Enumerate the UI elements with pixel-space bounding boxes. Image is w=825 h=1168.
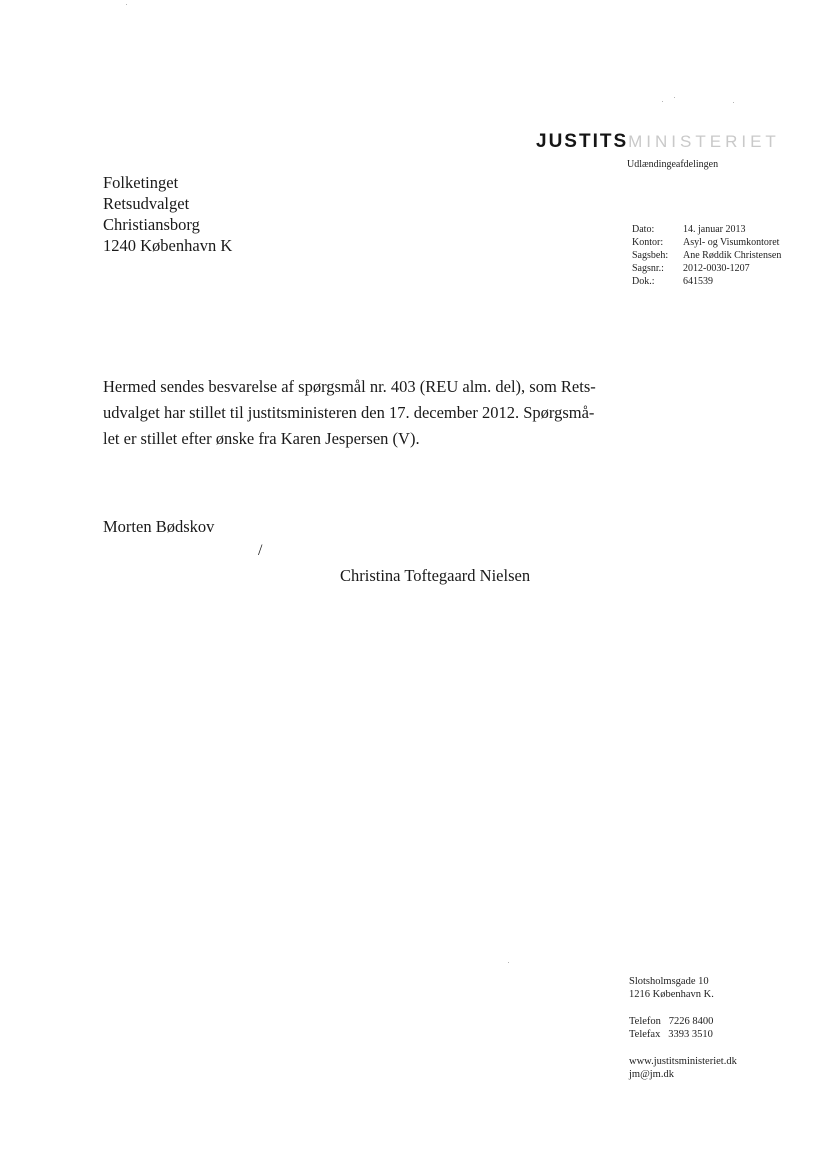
footer-address-line: Slotsholmsgade 10 — [629, 976, 709, 987]
signature-secondary: Christina Toftegaard Nielsen — [340, 566, 531, 585]
body-line: Hermed sendes besvarelse af spørgsmål nr. 403 (REU alm. del), som Rets- — [103, 377, 596, 396]
scan-speck — [662, 101, 663, 102]
recipient-line: Retsudvalget — [103, 194, 190, 213]
meta-label: Dato: — [632, 224, 655, 235]
footer-address-line: 1216 København K. — [629, 989, 714, 1000]
logo-wordmark-secondary: MINISTERIET — [628, 132, 780, 151]
meta-value: Asyl- og Visumkontoret — [683, 237, 780, 248]
meta-value: 14. januar 2013 — [683, 224, 746, 235]
body-line: udvalget har stillet til justitsministeren den 17. december 2012. Spørgsmå- — [103, 403, 595, 422]
signature-primary: Morten Bødskov — [103, 517, 215, 536]
scan-speck — [733, 102, 734, 103]
scan-speck — [674, 97, 675, 98]
scan-speck — [126, 4, 127, 5]
letter-body — [103, 374, 623, 452]
recipient-line: Folketinget — [103, 173, 179, 192]
meta-label: Sagsnr.: — [632, 263, 664, 274]
department-name: Udlændingeafdelingen — [627, 159, 719, 170]
body-line: let er stillet efter ønske fra Karen Jespersen (V). — [103, 429, 420, 448]
footer-website: www.justitsministeriet.dk — [629, 1056, 737, 1067]
meta-row-document — [632, 275, 781, 288]
document-meta — [632, 223, 781, 288]
logo-wordmark-primary: JUSTITS — [536, 131, 629, 152]
meta-label: Dok.: — [632, 276, 655, 287]
footer-phone-line: Telefon 7226 8400 — [629, 1016, 714, 1027]
meta-label: Kontor: — [632, 237, 664, 248]
recipient-line: 1240 København K — [103, 236, 233, 255]
meta-value: 2012-0030-1207 — [683, 263, 750, 274]
footer-phone-line: Telefax 3393 3510 — [629, 1029, 713, 1040]
footer-email: jm@jm.dk — [629, 1069, 674, 1080]
meta-label: Sagsbeh: — [632, 250, 669, 261]
ministry-logo — [536, 132, 780, 151]
meta-value: 641539 — [683, 276, 713, 287]
recipient-line: Christiansborg — [103, 215, 200, 234]
footer-contact — [629, 975, 737, 1081]
meta-row-date — [632, 223, 781, 236]
recipient-address — [103, 172, 232, 256]
meta-value: Ane Røddik Christensen — [683, 250, 782, 261]
signature-separator: / — [258, 542, 263, 559]
meta-row-caseworker — [632, 249, 781, 262]
meta-row-case-number — [632, 262, 781, 275]
meta-row-office — [632, 236, 781, 249]
scan-speck — [508, 962, 509, 963]
